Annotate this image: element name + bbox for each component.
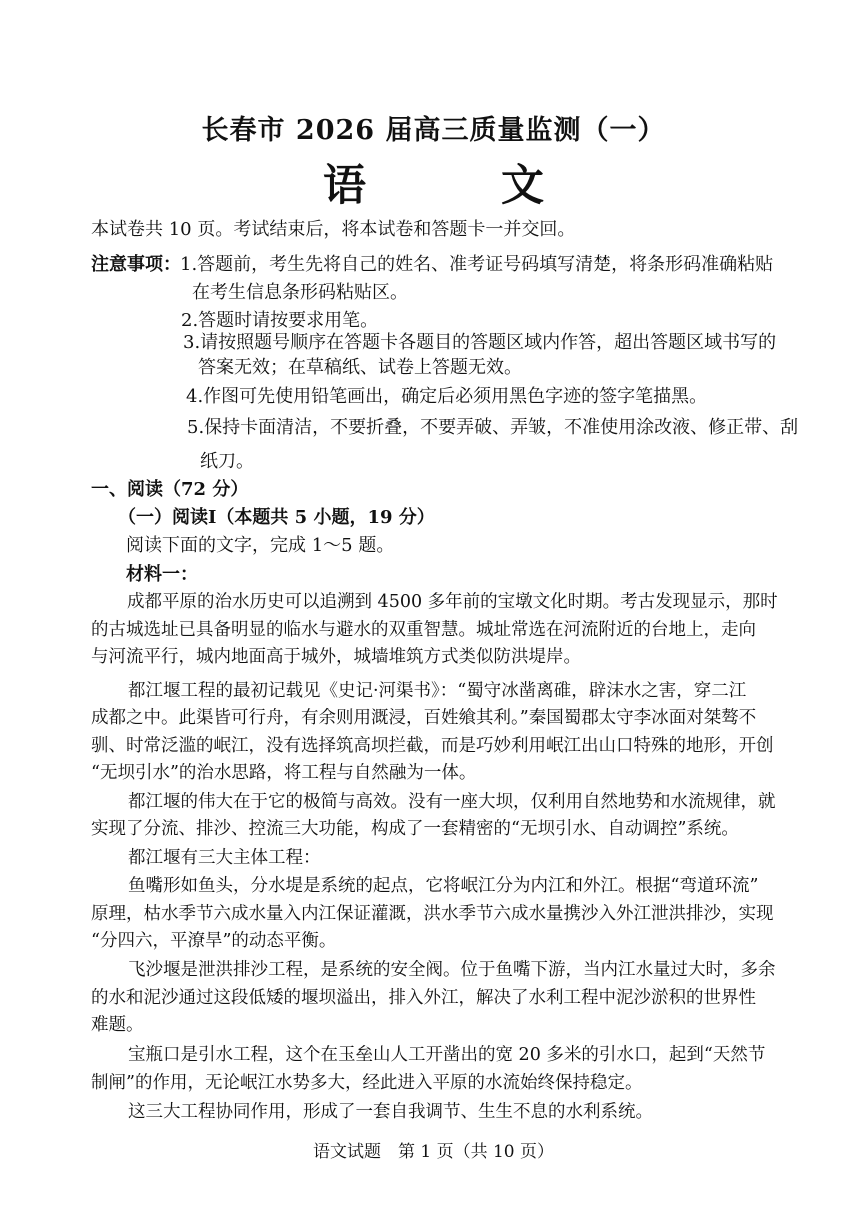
intro-text: 本试卷共 10 页。考试结束后，将本试卷和答题卡一并交回。 (91, 219, 576, 240)
section-heading: 一、阅读（72 分） (91, 479, 249, 500)
material-line: 制闸”的作用，无论岷江水势多大，经此进入平原的水流始终保持稳定。 (91, 1073, 643, 1093)
material-line: 与河流平行，城内地面高于城外，城墙堆筑方式类似防洪堤岸。 (91, 647, 581, 667)
reading-instruction: 阅读下面的文字，完成 1～5 题。 (126, 535, 395, 556)
material-line: 都江堰工程的最初记载见《史记·河渠书》：“蜀守冰凿离碓，辟沫水之害，穿二江 (128, 681, 747, 701)
exam-title: 长春市 2026 届高三质量监测（一） (201, 115, 666, 146)
material-line: 原理，枯水季节六成水量入内江保证灌溉，洪水季节六成水量携沙入外江泄洪排沙，实现 (91, 904, 774, 924)
notes-label: 注意事项： (91, 254, 181, 275)
material-line: 难题。 (91, 1015, 144, 1035)
material-line: “无坝引水”的治水思路，将工程与自然融为一体。 (91, 763, 477, 783)
material-line: 这三大工程协同作用，形成了一套自我调节、生生不息的水利系统。 (128, 1102, 653, 1122)
material-line: 鱼嘴形如鱼头，分水堤是系统的起点，它将岷江分为内江和外江。根据“弯道环流” (128, 876, 759, 896)
subject-title: 语 文 (323, 161, 604, 211)
material-line: 都江堰有三大主体工程： (128, 848, 321, 868)
material-line: 的古城选址已具备明显的临水与避水的双重智慧。城址常选在河流附近的台地上，走向 (91, 620, 756, 640)
material-line: 成都之中。此渠皆可行舟，有余则用溉浸，百姓飨其利。”秦国蜀郡太守李冰面对桀骜不 (91, 708, 757, 728)
material-line: “分四六，平潦旱”的动态平衡。 (91, 931, 337, 951)
note-4: 4.作图可先使用铅笔画出，确定后必须用黑色字迹的签字笔描黑。 (186, 386, 708, 407)
note-3-line-1: 3.请按照题号顺序在答题卡各题目的答题区域内作答，超出答题区域书写的 (183, 332, 777, 353)
material-line: 的水和泥沙通过这段低矮的堰坝溢出，排入外江，解决了水利工程中泥沙淤积的世界性 (91, 988, 756, 1008)
material-line: 飞沙堰是泄洪排沙工程，是系统的安全阀。位于鱼嘴下游，当内江水量过大时，多余 (128, 960, 776, 980)
subsection-heading: （一）阅读I（本题共 5 小题，19 分） (118, 507, 435, 528)
material-label: 材料一： (126, 564, 198, 585)
material-line: 都江堰的伟大在于它的极简与高效。没有一座大坝，仅利用自然地势和水流规律，就 (128, 792, 776, 812)
note-1-line-1: 1.答题前，考生先将自己的姓名、准考证号码填写清楚，将条形码准确粘贴 (180, 254, 774, 275)
note-1-line-2: 在考生信息条形码粘贴区。 (192, 282, 408, 303)
page-footer: 语文试题 第 1 页（共 10 页） (312, 1142, 555, 1162)
material-line: 成都平原的治水历史可以追溯到 4500 多年前的宝墩文化时期。考古发现显示，那时 (127, 592, 778, 612)
note-5-line-1: 5.保持卡面清洁，不要折叠，不要弄破、弄皱，不准使用涂改液、修正带、刮 (187, 417, 799, 438)
note-5-line-2: 纸刀。 (200, 451, 254, 472)
material-line: 实现了分流、排沙、控流三大功能，构成了一套精密的“无坝引水、自动调控”系统。 (91, 819, 739, 839)
note-3-line-2: 答案无效；在草稿纸、试卷上答题无效。 (198, 357, 522, 378)
material-line: 驯、时常泛滥的岷江，没有选择筑高坝拦截，而是巧妙利用岷江出山口特殊的地形，开创 (91, 736, 774, 756)
material-line: 宝瓶口是引水工程，这个在玉垒山人工开凿出的宽 20 多米的引水口，起到“天然节 (128, 1045, 766, 1065)
note-2: 2.答题时请按要求用笔。 (181, 310, 379, 331)
